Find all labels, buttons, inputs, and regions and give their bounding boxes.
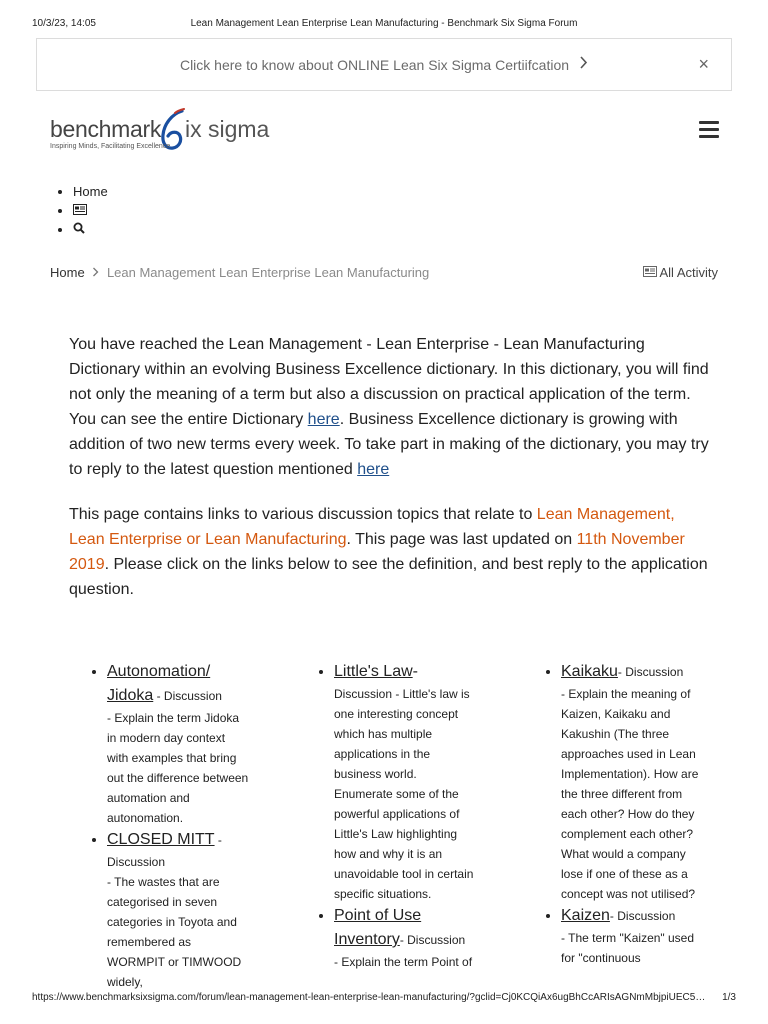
list-item <box>561 660 708 904</box>
promo-banner[interactable] <box>36 38 732 91</box>
list-item <box>107 828 249 992</box>
term-tail: - Discussion <box>609 909 676 923</box>
list-item <box>334 904 476 972</box>
list-item <box>561 904 708 968</box>
close-icon[interactable]: × <box>698 54 709 74</box>
chevron-right-icon <box>579 56 588 74</box>
term-link-kaizen[interactable]: Kaizen <box>561 907 610 924</box>
term-description: - The wastes that are categorised in seven categories in Toyota and remembered as WORMPIT or TIMWOOD widely, <box>107 875 242 989</box>
page-number: 1/3 <box>722 992 736 1003</box>
terms-column-3 <box>543 660 708 968</box>
term-tail: - Discussion <box>153 689 222 703</box>
term-link-littles-law[interactable]: Little's Law <box>334 663 413 680</box>
intro-text: This page contains links to various discussion topics that relate to <box>69 506 537 523</box>
intro-paragraph-2 <box>69 502 709 602</box>
site-logo[interactable] <box>50 110 280 158</box>
nav-item-home[interactable] <box>73 182 108 201</box>
all-activity-label[interactable]: All Activity <box>659 265 718 280</box>
dictionary-link[interactable]: here <box>307 411 340 428</box>
term-description: Discussion - Little's law is one interesting concept which has multiple applications in the business world. Enumerate some of the powerful applications of Little's Law highlighting how and why it is an unavoidable tool in certain specific situations. <box>334 687 474 901</box>
term-link-kaikaku[interactable]: Kaikaku <box>561 663 618 680</box>
newspaper-icon <box>643 265 660 280</box>
topic-highlight: Lean Management, Lean Enterprise or Lean Manufacturing <box>69 506 675 548</box>
logo-word-benchmark: benchmark <box>50 116 162 142</box>
term-description: - Explain the term Jidoka in modern day context with examples that bring out the difference between automation and autonomation. <box>107 711 249 825</box>
term-tail: - Discussion <box>617 665 684 679</box>
term-tail: - Discussion <box>107 833 222 869</box>
intro-paragraph-1 <box>69 332 709 482</box>
term-description: - Explain the meaning of Kaizen, Kaikaku and Kakushin (The three approaches used in Lean Implementation). How are the three different from each other? How do they complement each other? What would a company lose if one of these as a concept was not utilised? <box>561 687 699 901</box>
term-link-closed-mitt[interactable]: CLOSED MITT <box>107 831 215 848</box>
logo-word-ix-sigma: ix sigma <box>185 116 270 142</box>
list-item <box>334 660 476 904</box>
breadcrumb <box>50 265 429 280</box>
newspaper-icon[interactable] <box>73 203 87 218</box>
menu-icon[interactable] <box>699 121 719 139</box>
term-link-jidoka[interactable]: Autonomation/ Jidoka <box>107 663 211 704</box>
chevron-right-icon <box>92 265 103 280</box>
updated-date: 11th November 2019 <box>69 531 685 573</box>
term-tail: - <box>412 663 418 680</box>
list-item <box>107 660 249 828</box>
print-datetime: 10/3/23, 14:05 <box>32 18 96 29</box>
terms-column-2 <box>316 660 476 972</box>
all-activity-link[interactable] <box>643 265 718 280</box>
breadcrumb-current[interactable]: Lean Management Lean Enterprise Lean Manufacturing <box>106 265 430 280</box>
term-tail: - Discussion <box>399 933 466 947</box>
intro-text: . This page was last updated on <box>346 531 577 548</box>
intro-text: You have reached the Lean Management - Lean Enterprise - Lean Manufacturing Dictionary within an evolving Business Excellence dictionary. In this dictionary, you will find not only the meaning of a term but also a discussion on practical application of the term. You can see the entire Dictionary <box>69 336 709 428</box>
search-icon[interactable] <box>73 222 85 237</box>
print-page-title: Lean Management Lean Enterprise Lean Manufacturing - Benchmark Six Sigma Forum <box>190 18 578 29</box>
term-link-point-of-use-inventory[interactable]: Point of Use Inventory <box>334 907 422 948</box>
intro-section <box>69 332 709 622</box>
print-url: https://www.benchmarksixsigma.com/forum/lean-management-lean-enterprise-lean-manufacturing/?gclid=Cj0KCQiAx6ugBhCcARIsAGNmMbjpiUEC5… <box>32 992 706 1003</box>
nav-home-label[interactable]: Home <box>73 184 108 199</box>
nav-item-activity[interactable] <box>73 201 108 220</box>
logo-tagline: Inspiring Minds, Facilitating Excellence <box>50 143 171 150</box>
nav-item-search[interactable] <box>73 220 108 239</box>
nav-list <box>54 182 108 239</box>
terms-column-1 <box>89 660 249 992</box>
intro-text: . Please click on the links below to see the definition, and best reply to the application question. <box>69 556 708 598</box>
intro-text: . Business Excellence dictionary is growing with addition of two new terms every week. To take part in making of the dictionary, you may try to reply to the latest question mentioned <box>69 411 709 478</box>
term-description: - The term "Kaizen" used for "continuous <box>561 931 695 965</box>
breadcrumb-home[interactable]: Home <box>50 265 85 280</box>
latest-question-link[interactable]: here <box>357 461 390 478</box>
promo-banner-text[interactable]: Click here to know about ONLINE Lean Six Sigma Certiifcation <box>179 56 570 73</box>
term-description: - Explain the term Point of <box>334 955 473 969</box>
